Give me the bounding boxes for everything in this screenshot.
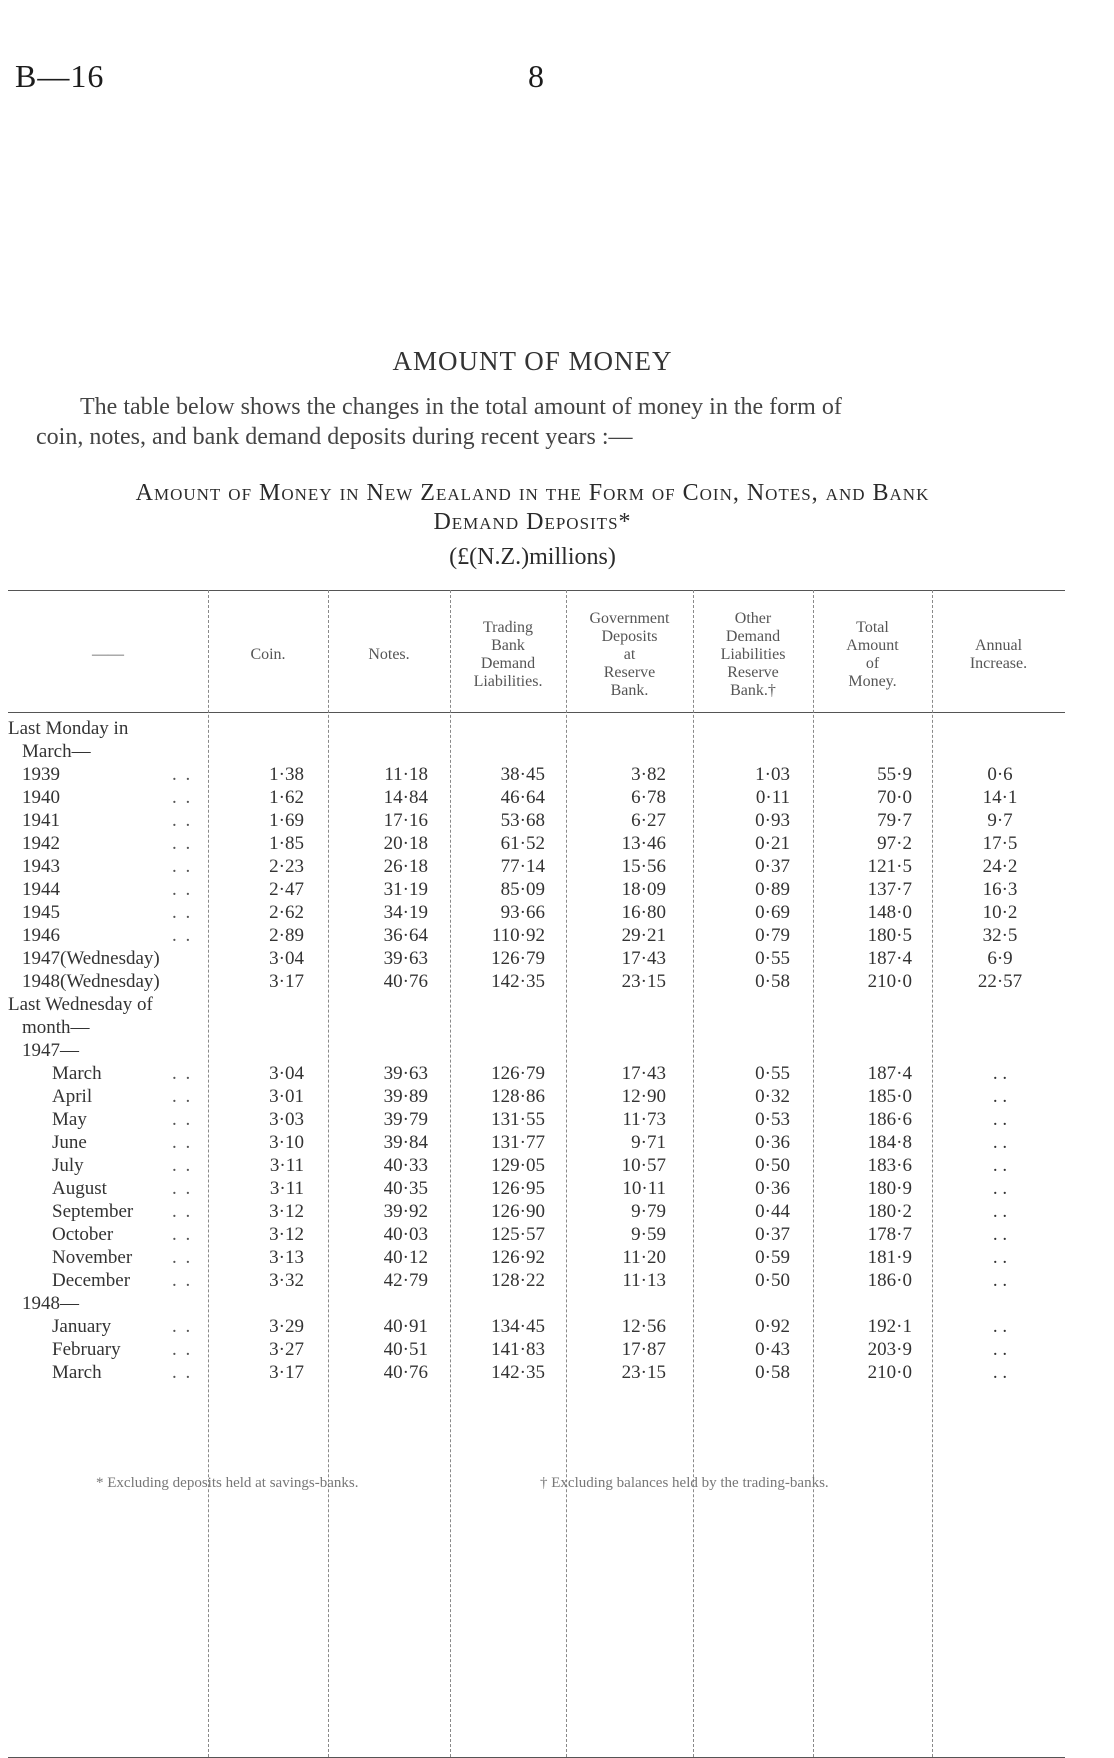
trading-cell: 142·35 xyxy=(491,971,545,992)
total-cell: 186·0 xyxy=(867,1270,912,1291)
row-label: Last Wednesday of xyxy=(8,994,153,1015)
row-label: month— xyxy=(22,1017,90,1038)
row-leader-dots: . . xyxy=(172,1155,193,1176)
row-leader-dots: . . xyxy=(172,1339,193,1360)
total-cell: 187·4 xyxy=(867,948,912,969)
government-cell: 11·20 xyxy=(622,1247,666,1268)
government-cell: 9·79 xyxy=(631,1201,666,1222)
coin-cell: 3·03 xyxy=(269,1109,304,1130)
table-row xyxy=(0,879,1065,902)
notes-cell: 39·63 xyxy=(383,948,428,969)
trading-cell: 77·14 xyxy=(500,856,545,877)
notes-cell: 36·64 xyxy=(383,925,428,946)
table-row xyxy=(0,810,1065,833)
coin-cell: 2·62 xyxy=(269,902,304,923)
row-label: August xyxy=(52,1178,107,1199)
government-cell: 9·59 xyxy=(631,1224,666,1245)
total-cell: 180·5 xyxy=(867,925,912,946)
total-cell: 181·9 xyxy=(867,1247,912,1268)
other-cell: 0·36 xyxy=(755,1178,790,1199)
coin-cell: 3·12 xyxy=(269,1224,304,1245)
government-cell: 9·71 xyxy=(631,1132,666,1153)
coin-cell: 2·47 xyxy=(269,879,304,900)
government-cell: 23·15 xyxy=(621,971,666,992)
table-row xyxy=(0,1201,1065,1224)
table-top-rule xyxy=(8,590,1065,591)
table-units: (£(N.Z.)millions) xyxy=(449,544,616,570)
section-heading: AMOUNT OF MONEY xyxy=(392,346,673,376)
intro-paragraph xyxy=(36,392,1056,452)
notes-cell: 40·12 xyxy=(383,1247,428,1268)
trading-cell: 126·90 xyxy=(491,1201,545,1222)
coin-cell: 3·13 xyxy=(269,1247,304,1268)
other-cell: 0·89 xyxy=(755,879,790,900)
coin-cell: 1·38 xyxy=(269,764,304,785)
coin-cell: 3·32 xyxy=(269,1270,304,1291)
row-leader-dots: . . xyxy=(172,1201,193,1222)
other-cell: 0·32 xyxy=(755,1086,790,1107)
other-cell: 0·37 xyxy=(755,856,790,877)
coin-cell: 1·85 xyxy=(269,833,304,854)
annual-increase-cell: . . xyxy=(992,1247,1008,1268)
other-cell: 0·50 xyxy=(755,1270,790,1291)
notes-cell: 11·18 xyxy=(384,764,428,785)
table-row xyxy=(0,833,1065,856)
table-row xyxy=(0,1316,1065,1339)
government-cell: 23·15 xyxy=(621,1362,666,1383)
table-title-line-2: Demand Deposits* xyxy=(433,509,632,535)
trading-cell: 131·55 xyxy=(491,1109,545,1130)
trading-cell: 53·68 xyxy=(500,810,545,831)
table-header-rule xyxy=(8,712,1065,713)
row-label: December xyxy=(52,1270,131,1291)
row-leader-dots: . . xyxy=(172,879,193,900)
trading-cell: 93·66 xyxy=(500,902,545,923)
coin-cell: 3·01 xyxy=(269,1086,304,1107)
row-label: 1945 xyxy=(22,902,60,923)
total-cell: 121·5 xyxy=(867,856,912,877)
coin-cell: 3·27 xyxy=(269,1339,304,1360)
notes-cell: 26·18 xyxy=(383,856,428,877)
other-cell: 0·55 xyxy=(755,1063,790,1084)
government-cell: 15·56 xyxy=(621,856,666,877)
trading-cell: 61·52 xyxy=(500,833,545,854)
notes-cell: 40·35 xyxy=(383,1178,428,1199)
table-row xyxy=(0,1293,1065,1316)
notes-cell: 39·89 xyxy=(383,1086,428,1107)
header-government-deposits: Government Deposits at Reserve Bank. xyxy=(589,610,670,699)
row-leader-dots: . . xyxy=(172,1063,193,1084)
other-cell: 0·43 xyxy=(755,1339,790,1360)
row-leader-dots: . . xyxy=(172,1270,193,1291)
table-row xyxy=(0,1017,1065,1040)
table-row xyxy=(0,1109,1065,1132)
coin-cell: 2·89 xyxy=(269,925,304,946)
notes-cell: 39·92 xyxy=(383,1201,428,1222)
row-leader-dots: . . xyxy=(172,764,193,785)
table-row xyxy=(0,718,1065,741)
trading-cell: 126·95 xyxy=(491,1178,545,1199)
row-label: Last Monday in xyxy=(8,718,129,739)
government-cell: 12·56 xyxy=(621,1316,666,1337)
annual-increase-cell: . . xyxy=(992,1155,1008,1176)
page-code: B—16 xyxy=(15,58,105,94)
row-leader-dots: . . xyxy=(172,810,193,831)
government-cell: 11·73 xyxy=(622,1109,666,1130)
annual-increase-cell: . . xyxy=(992,1178,1008,1199)
notes-cell: 31·19 xyxy=(383,879,428,900)
total-cell: 192·1 xyxy=(867,1316,912,1337)
header-trading-bank: Trading Bank Demand Liabilities. xyxy=(473,619,543,690)
other-cell: 0·93 xyxy=(755,810,790,831)
table-row xyxy=(0,1224,1065,1247)
coin-cell: 1·69 xyxy=(269,810,304,831)
trading-cell: 141·83 xyxy=(491,1339,545,1360)
row-leader-dots: . . xyxy=(172,1132,193,1153)
row-label: 1947(Wednesday) xyxy=(22,948,160,969)
coin-cell: 1·62 xyxy=(269,787,304,808)
annual-increase-cell: . . xyxy=(992,1063,1008,1084)
annual-increase-cell: 10·2 xyxy=(982,902,1018,923)
row-label: July xyxy=(52,1155,84,1176)
row-label: February xyxy=(52,1339,121,1360)
page-number: 8 xyxy=(528,58,544,94)
other-cell: 0·58 xyxy=(755,1362,790,1383)
row-label: September xyxy=(52,1201,134,1222)
row-label: 1946 xyxy=(22,925,60,946)
annual-increase-cell: 6·9 xyxy=(987,948,1013,969)
total-cell: 148·0 xyxy=(867,902,912,923)
annual-increase-cell: . . xyxy=(992,1086,1008,1107)
table-row xyxy=(0,741,1065,764)
coin-cell: 3·11 xyxy=(269,1178,304,1199)
table-row xyxy=(0,1040,1065,1063)
annual-increase-cell: 9·7 xyxy=(987,810,1013,831)
total-cell: 187·4 xyxy=(867,1063,912,1084)
annual-increase-cell: . . xyxy=(992,1109,1008,1130)
row-label: 1939 xyxy=(22,764,60,785)
row-leader-dots: . . xyxy=(172,1362,193,1383)
total-cell: 210·0 xyxy=(867,1362,912,1383)
trading-cell: 110·92 xyxy=(491,925,545,946)
row-label: 1943 xyxy=(22,856,60,877)
coin-cell: 3·17 xyxy=(269,1362,304,1383)
notes-cell: 39·84 xyxy=(383,1132,428,1153)
other-cell: 0·79 xyxy=(755,925,790,946)
row-label: March xyxy=(52,1362,102,1383)
annual-increase-cell: . . xyxy=(992,1339,1008,1360)
annual-increase-cell: 0·6 xyxy=(987,764,1013,785)
row-label: January xyxy=(52,1316,112,1337)
row-leader-dots: . . xyxy=(172,833,193,854)
header-notes: Notes. xyxy=(368,646,410,663)
other-cell: 0·58 xyxy=(755,971,790,992)
row-leader-dots: . . xyxy=(172,902,193,923)
other-cell: 0·55 xyxy=(755,948,790,969)
government-cell: 17·87 xyxy=(621,1339,666,1360)
total-cell: 137·7 xyxy=(867,879,912,900)
coin-cell: 2·23 xyxy=(269,856,304,877)
table-row xyxy=(0,1362,1065,1385)
row-label: 1941 xyxy=(22,810,60,831)
row-leader-dots: . . xyxy=(172,1316,193,1337)
row-leader-dots: . . xyxy=(172,1109,193,1130)
table-row xyxy=(0,925,1065,948)
coin-cell: 3·29 xyxy=(269,1316,304,1337)
government-cell: 11·13 xyxy=(622,1270,666,1291)
trading-cell: 128·86 xyxy=(491,1086,545,1107)
government-cell: 18·09 xyxy=(621,879,666,900)
table-body xyxy=(0,718,1065,1385)
table-row xyxy=(0,902,1065,925)
annual-increase-cell: 32·5 xyxy=(982,925,1018,946)
other-cell: 0·50 xyxy=(755,1155,790,1176)
row-leader-dots: . . xyxy=(172,1086,193,1107)
government-cell: 16·80 xyxy=(621,902,666,923)
notes-cell: 39·79 xyxy=(383,1109,428,1130)
row-label: 1940 xyxy=(22,787,60,808)
row-leader-dots: . . xyxy=(172,925,193,946)
total-cell: 70·0 xyxy=(877,787,912,808)
row-label: March— xyxy=(22,741,91,762)
coin-cell: 3·04 xyxy=(269,948,304,969)
annual-increase-cell: 22·57 xyxy=(977,971,1023,992)
other-cell: 0·59 xyxy=(755,1247,790,1268)
total-cell: 183·6 xyxy=(867,1155,912,1176)
row-label: 1942 xyxy=(22,833,60,854)
annual-increase-cell: . . xyxy=(992,1362,1008,1383)
annual-increase-cell: 24·2 xyxy=(982,856,1018,877)
notes-cell: 40·33 xyxy=(383,1155,428,1176)
notes-cell: 39·63 xyxy=(383,1063,428,1084)
coin-cell: 3·11 xyxy=(269,1155,304,1176)
total-cell: 97·2 xyxy=(877,833,912,854)
trading-cell: 126·79 xyxy=(491,1063,545,1084)
government-cell: 12·90 xyxy=(621,1086,666,1107)
intro-line-1: The table below shows the changes in the total amount of money in the form of xyxy=(80,394,842,420)
government-cell: 17·43 xyxy=(621,1063,666,1084)
trading-cell: 125·57 xyxy=(491,1224,545,1245)
table-row xyxy=(0,787,1065,810)
total-cell: 185·0 xyxy=(867,1086,912,1107)
header-other-demand: Other Demand Liabilities Reserve Bank.† xyxy=(720,610,786,699)
trading-cell: 129·05 xyxy=(491,1155,545,1176)
other-cell: 0·92 xyxy=(755,1316,790,1337)
footnote-trading: † Excluding balances held by the trading-banks. xyxy=(540,1475,829,1491)
total-cell: 55·9 xyxy=(877,764,912,785)
annual-increase-cell: 16·3 xyxy=(982,879,1018,900)
table-row xyxy=(0,1086,1065,1109)
row-leader-dots: . . xyxy=(172,787,193,808)
notes-cell: 17·16 xyxy=(383,810,428,831)
header-total-money: Total Amount of Money. xyxy=(846,619,899,690)
row-leader-dots: . . xyxy=(172,1224,193,1245)
notes-cell: 40·76 xyxy=(383,1362,428,1383)
total-cell: 203·9 xyxy=(867,1339,912,1360)
table-row xyxy=(0,856,1065,879)
table-row xyxy=(0,1247,1065,1270)
row-label: November xyxy=(52,1247,133,1268)
trading-cell: 126·92 xyxy=(491,1247,545,1268)
notes-cell: 40·91 xyxy=(383,1316,428,1337)
other-cell: 0·36 xyxy=(755,1132,790,1153)
government-cell: 29·21 xyxy=(621,925,666,946)
header-coin: Coin. xyxy=(250,646,286,663)
coin-cell: 3·12 xyxy=(269,1201,304,1222)
government-cell: 6·78 xyxy=(631,787,666,808)
table-row xyxy=(0,1063,1065,1086)
row-label: 1944 xyxy=(22,879,60,900)
trading-cell: 126·79 xyxy=(491,948,545,969)
government-cell: 6·27 xyxy=(631,810,666,831)
intro-line-2: coin, notes, and bank demand deposits during recent years :— xyxy=(36,424,633,450)
row-label: March xyxy=(52,1063,102,1084)
government-cell: 10·57 xyxy=(621,1155,666,1176)
other-cell: 0·37 xyxy=(755,1224,790,1245)
government-cell: 13·46 xyxy=(621,833,666,854)
other-cell: 0·53 xyxy=(755,1109,790,1130)
table-row xyxy=(0,1178,1065,1201)
total-cell: 184·8 xyxy=(867,1132,912,1153)
annual-increase-cell: . . xyxy=(992,1316,1008,1337)
total-cell: 178·7 xyxy=(867,1224,912,1245)
trading-cell: 46·64 xyxy=(500,787,545,808)
table-row xyxy=(0,1155,1065,1178)
table-title-line-1: Amount of Money in New Zealand in the Form of Coin, Notes, and Bank xyxy=(135,480,930,506)
table-row xyxy=(0,1339,1065,1362)
total-cell: 186·6 xyxy=(867,1109,912,1130)
coin-cell: 3·04 xyxy=(269,1063,304,1084)
table-row xyxy=(0,1132,1065,1155)
other-cell: 0·21 xyxy=(755,833,790,854)
government-cell: 10·11 xyxy=(622,1178,666,1199)
notes-cell: 40·51 xyxy=(383,1339,428,1360)
annual-increase-cell: 17·5 xyxy=(982,833,1018,854)
notes-cell: 40·03 xyxy=(383,1224,428,1245)
row-label: October xyxy=(52,1224,114,1245)
row-label: 1947— xyxy=(22,1040,79,1061)
annual-increase-cell: . . xyxy=(992,1270,1008,1291)
table-row xyxy=(0,948,1065,971)
other-cell: 0·69 xyxy=(755,902,790,923)
row-leader-dots: . . xyxy=(172,1247,193,1268)
row-label: April xyxy=(52,1086,93,1107)
trading-cell: 142·35 xyxy=(491,1362,545,1383)
trading-cell: 38·45 xyxy=(500,764,545,785)
trading-cell: 131·77 xyxy=(491,1132,545,1153)
row-leader-dots: . . xyxy=(172,856,193,877)
government-cell: 17·43 xyxy=(621,948,666,969)
trading-cell: 85·09 xyxy=(500,879,545,900)
other-cell: 0·44 xyxy=(755,1201,790,1222)
trading-cell: 128·22 xyxy=(491,1270,545,1291)
notes-cell: 42·79 xyxy=(383,1270,428,1291)
header-stub: —— xyxy=(92,646,124,663)
row-label: 1948(Wednesday) xyxy=(22,971,160,992)
trading-cell: 134·45 xyxy=(491,1316,545,1337)
total-cell: 180·2 xyxy=(867,1201,912,1222)
government-cell: 3·82 xyxy=(631,764,666,785)
coin-cell: 3·10 xyxy=(269,1132,304,1153)
other-cell: 1·03 xyxy=(755,764,790,785)
table-row xyxy=(0,764,1065,787)
annual-increase-cell: . . xyxy=(992,1201,1008,1222)
total-cell: 210·0 xyxy=(867,971,912,992)
total-cell: 79·7 xyxy=(877,810,912,831)
notes-cell: 40·76 xyxy=(383,971,428,992)
header-annual-increase: Annual Increase. xyxy=(969,637,1028,672)
total-cell: 180·9 xyxy=(867,1178,912,1199)
row-label: June xyxy=(52,1132,87,1153)
row-leader-dots: . . xyxy=(172,1178,193,1199)
footnote-savings: * Excluding deposits held at savings-banks. xyxy=(96,1475,359,1491)
row-label: 1948— xyxy=(22,1293,79,1314)
table-row xyxy=(0,971,1065,994)
other-cell: 0·11 xyxy=(755,787,790,808)
annual-increase-cell: . . xyxy=(992,1132,1008,1153)
row-label: May xyxy=(52,1109,87,1130)
coin-cell: 3·17 xyxy=(269,971,304,992)
annual-increase-cell: 14·1 xyxy=(982,787,1018,808)
annual-increase-cell: . . xyxy=(992,1224,1008,1245)
notes-cell: 14·84 xyxy=(383,787,428,808)
notes-cell: 34·19 xyxy=(383,902,428,923)
table-row xyxy=(0,994,1065,1017)
notes-cell: 20·18 xyxy=(383,833,428,854)
table-row xyxy=(0,1270,1065,1293)
